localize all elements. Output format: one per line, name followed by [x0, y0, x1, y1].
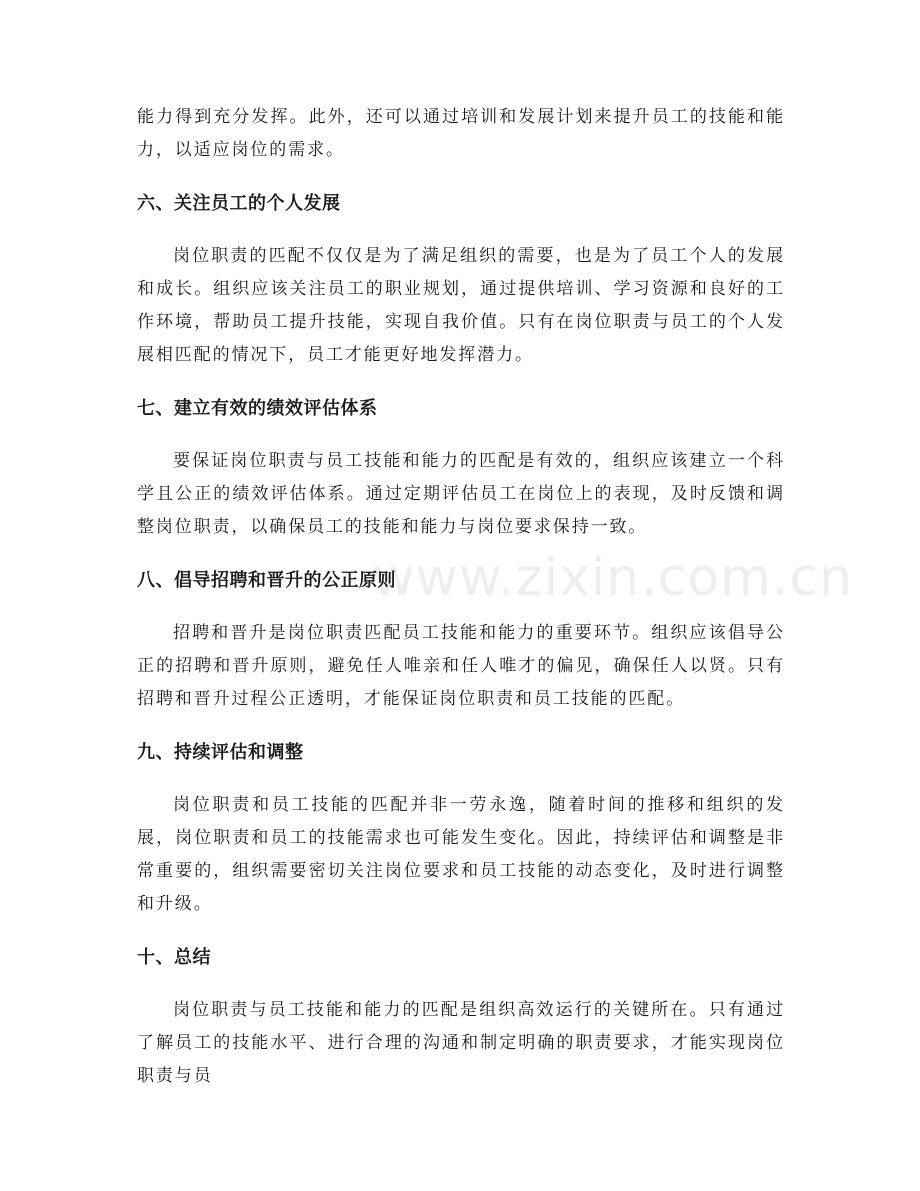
intro-paragraph: 能力得到充分发挥。此外，还可以通过培训和发展计划来提升员工的技能和能力，以适应岗位的需求。 — [137, 107, 785, 160]
section-10-heading: 十、总结 — [137, 947, 211, 968]
section-8-paragraph: 招聘和晋升是岗位职责匹配员工技能和能力的重要环节。组织应该倡导公正的招聘和晋升原则，避免任人唯亲和任人唯才的偏见，确保任人以贤。只有招聘和晋升过程公正透明，才能保证岗位职责和员工技能的匹配。 — [137, 623, 785, 709]
section-8-heading: 八、倡导招聘和晋升的公正原则 — [137, 570, 396, 591]
section-6-paragraph: 岗位职责的匹配不仅仅是为了满足组织的需要，也是为了员工个人的发展和成长。组织应该关注员工的职业规划，通过提供培训、学习资源和良好的工作环境，帮助员工提升技能，实现自我价值。只有在岗位职责与员工的个人发展相匹配的情况下，员工才能更好地发挥潜力。 — [137, 246, 785, 365]
watermark-text: www.zixin.com.cn — [372, 548, 853, 608]
section-9-heading: 九、持续评估和调整 — [137, 742, 304, 763]
section-9-paragraph: 岗位职责和员工技能的匹配并非一劳永逸，随着时间的推移和组织的发展，岗位职责和员工的技能需求也可能发生变化。因此，持续评估和调整是非常重要的，组织需要密切关注岗位要求和员工技能的动态变化，及时进行调整和升级。 — [137, 795, 785, 914]
section-6-heading: 六、关注员工的个人发展 — [137, 193, 341, 214]
section-7-paragraph: 要保证岗位职责与员工技能和能力的匹配是有效的，组织应该建立一个科学且公正的绩效评估体系。通过定期评估员工在岗位上的表现，及时反馈和调整岗位职责，以确保员工的技能和能力与岗位要求保持一致。 — [137, 451, 785, 537]
document-body — [137, 101, 785, 1093]
section-7-heading: 七、建立有效的绩效评估体系 — [137, 398, 378, 419]
section-10-paragraph: 岗位职责与员工技能和能力的匹配是组织高效运行的关键所在。只有通过了解员工的技能水平、进行合理的沟通和制定明确的职责要求，才能实现岗位职责与员 — [137, 1000, 785, 1086]
